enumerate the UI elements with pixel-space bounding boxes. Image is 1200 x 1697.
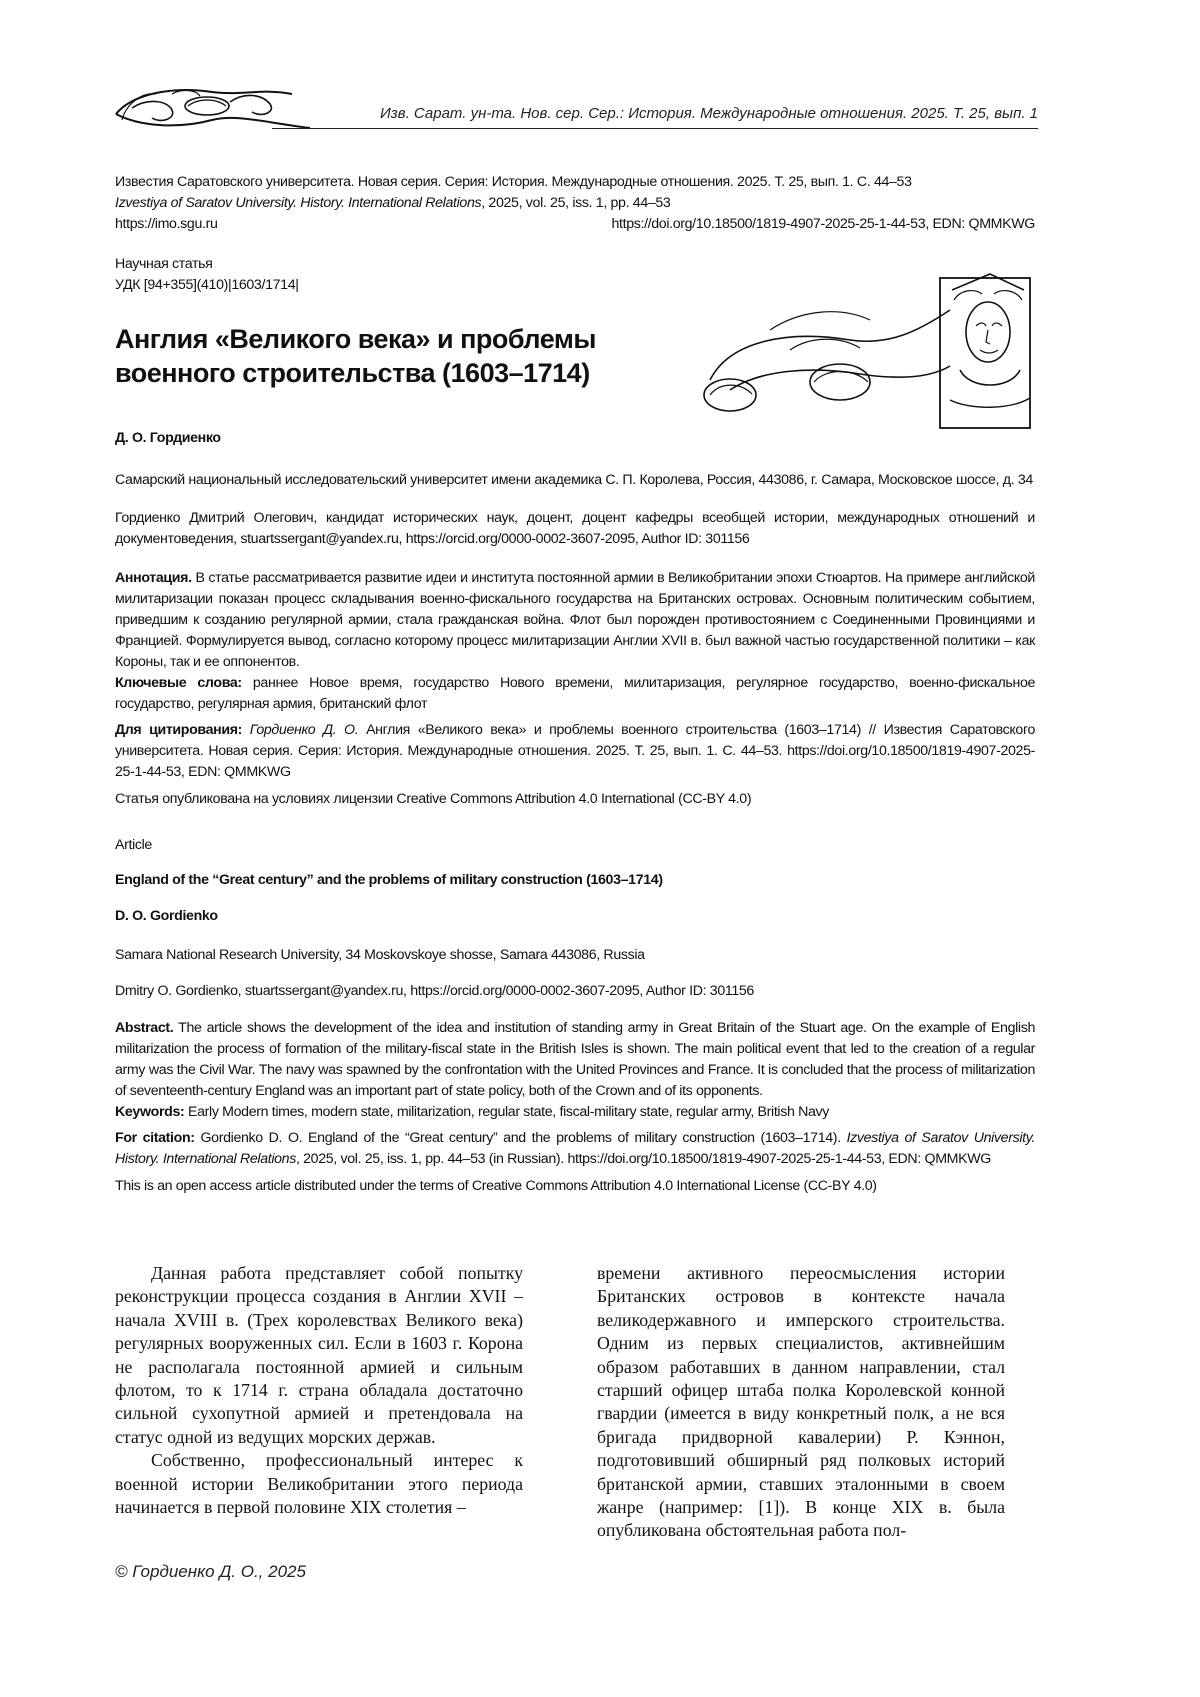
copyright-notice: © Гордиенко Д. О., 2025 — [115, 1562, 306, 1581]
article-type-en: Article — [115, 837, 152, 853]
keywords-en-text: Early Modern times, modern state, militarization, regular state, fiscal-military state, regular army, British Navy — [187, 1104, 830, 1120]
keywords-ru-text: раннее Новое время, государство Нового времени, милитаризация, регулярное государство, военно-фискальное государство, регулярная армия, британский флот — [115, 675, 1036, 712]
keywords-ru — [115, 673, 1035, 715]
body-column-left — [115, 1262, 523, 1519]
cite-en-text-after: , 2025, vol. 25, iss. 1, pp. 44–53 (in Russian). https://doi.org/10.18500/1819-4907-2025-25-1-44-53, EDN: QMMKWG — [295, 1151, 991, 1167]
abstract-en — [115, 1018, 1035, 1102]
author-info-en-block — [115, 981, 1035, 1002]
cite-ru-label: Для цитирования: — [115, 722, 243, 738]
title-en-block — [115, 870, 1035, 891]
citation-line-en — [115, 193, 1035, 214]
affiliation-ru-block — [115, 470, 1035, 491]
article-type-ru: Научная статья — [115, 256, 213, 272]
abstract-ru — [115, 568, 1035, 673]
keywords-ru-label: Ключевые слова: — [115, 675, 242, 691]
author-ru-block — [115, 428, 1035, 449]
affiliation-en: Samara National Research University, 34 Moskovskoye shosse, Samara 443086, Russia — [115, 947, 645, 963]
license-en: This is an open access article distributed under the terms of Creative Commons Attribution 4.0 International License (CC-BY 4.0) — [115, 1178, 877, 1194]
author-info-en: Dmitry O. Gordienko, stuartssergant@yandex.ru, https://orcid.org/0000-0002-3607-2095, Author ID: 301156 — [115, 983, 754, 999]
author-info-ru-block — [115, 508, 1035, 550]
keywords-en-label: Keywords: — [115, 1104, 185, 1120]
citation-line-ru: Известия Саратовского университета. Новая серия. Серия: История. Международные отношения. 2025. Т. 25, вып. 1. С. 44–53 — [115, 174, 912, 190]
cite-ru — [115, 720, 1035, 783]
author-en-block — [115, 906, 1035, 927]
cite-ru-author: Гордиенко Д. О. — [249, 722, 359, 738]
decorative-bust-ornament — [690, 270, 1040, 430]
abstract-en-block — [115, 1018, 1035, 1197]
affiliation-ru: Самарский национальный исследовательский университет имени академика С. П. Королева, Россия, 443086, г. Самара, Московское шоссе, д. 34 — [115, 472, 1033, 488]
body-paragraph-continued: времени активного переосмысления истории Британских островов в контексте начала великодержавного и имперского строительства. Одним из первых специалистов, активнейшим образом работавших в данном направлении, стал старший офицер штаба полка Королевской конной гвардии (имеется в виду конкретный полк, а не вся бригада придворной кавалерии) Р. Кэннон, подготовивший обширный ряд полковых историй британской армии, ставших эталонными в своем жанре (например: [1]). В конце XIX в. была опубликована обстоятельная работа пол- — [597, 1263, 1005, 1541]
journal-site-link[interactable]: https://imo.sgu.ru — [115, 216, 218, 232]
author-info-ru: Гордиенко Дмитрий Олегович, кандидат исторических наук, доцент, доцент кафедры всеобщей истории, международных отношений и документоведения, stuartssergant@yandex.ru, https://orcid.org/0000-0002-3607-2095, Author ID: 301156 — [115, 510, 1035, 547]
affiliation-en-block — [115, 945, 1035, 966]
art-nouveau-header-ornament — [112, 84, 312, 132]
author-ru: Д. О. Гордиенко — [115, 430, 221, 446]
links-row — [115, 214, 1035, 235]
license-ru: Статья опубликована на условиях лицензии Creative Commons Attribution 4.0 International (CC-BY 4.0) — [115, 791, 752, 807]
cite-en-label: For citation: — [115, 1130, 195, 1146]
body-column-right — [597, 1262, 1005, 1543]
citation-header — [115, 172, 1035, 235]
journal-name-en: Izvestiya of Saratov University. History. International Relations — [115, 195, 482, 211]
cite-en-text-before: Gordienko D. O. England of the “Great century” and the problems of military construction (1603–1714). — [200, 1130, 841, 1146]
abstract-ru-text: В статье рассматривается развитие идеи и института постоянной армии в Великобритании эпохи Стюартов. На примере английской милитаризации показан процесс складывания военно-фискального государства на Британских островах. Основным политическим событием, приведшим к созданию регулярной армии, стала гражданская война. Флот был порожден противостоянием с Соединенными Провинциями и Францией. Формулируется вывод, согласно которому процесс милитаризации Англии XVII в. был важной частью государственной политики – как Короны, так и ее оппонентов. — [115, 570, 1035, 670]
running-title: Изв. Сарат. ун-та. Нов. сер. Сер.: История. Международные отношения. 2025. Т. 25, вып. 1 — [380, 105, 1038, 122]
journal-issue-en: , 2025, vol. 25, iss. 1, pp. 44–53 — [481, 195, 671, 211]
body-paragraph-1: Данная работа представляет собой попытку реконструкции процесса создания в Англии XVII – начала XVIII в. (Трех королевствах Великого века) регулярных вооруженных сил. Если в 1603 г. Корона не располагала постоянной армией и сильным флотом, то к 1714 г. страна обладала достаточно сильной сухопутной армией и претендовала на статус одной из ведущих морских держав. — [115, 1263, 523, 1447]
article-type-en-block — [115, 835, 1035, 856]
running-header — [112, 84, 1038, 132]
abstract-en-text: The article shows the development of the idea and institution of standing army in Great Britain of the Stuart age. On the example of English militarization the process of formation of the military-fiscal state in the British Isles is shown. The main political event that led to the creation of a regular army was the Civil War. The navy was spawned by the confrontation with the United Provinces and France. It is concluded that the process of militarization of seventeenth-century England was an important part of state policy, both of the Crown and of its opponents. — [115, 1020, 1036, 1099]
header-rule — [272, 128, 1038, 129]
doi-link[interactable]: https://doi.org/10.18500/1819-4907-2025-25-1-44-53, EDN: QMMKWG — [611, 216, 1035, 232]
cite-en — [115, 1128, 1035, 1170]
udc: УДК [94+355](410)|1603/1714| — [115, 277, 299, 293]
abstract-ru-label: Аннотация. — [115, 570, 192, 586]
keywords-en — [115, 1102, 1035, 1123]
abstract-en-label: Abstract. — [115, 1020, 174, 1036]
author-en: D. O. Gordienko — [115, 908, 218, 924]
abstract-ru-block — [115, 568, 1035, 810]
cite-en-journal: Izvestiya of Saratov University. History. International Relations — [115, 1130, 1036, 1167]
article-title-en: England of the “Great century” and the problems of military construction (1603–1714) — [115, 872, 663, 888]
cite-ru-text: Англия «Великого века» и проблемы военного строительства (1603–1714) // Известия Саратовского университета. Новая серия. Серия: История. Международные отношения. 2025. Т. 25, вып. 1. С. 44–53. https://doi.org/10.18500/1819-4907-2025-25-1-44-53, EDN: QMMKWG — [115, 722, 1035, 780]
article-title-ru: Англия «Великого века» и проблемы военного строительства (1603–1714) — [115, 324, 596, 388]
body-paragraph-2: Собственно, профессиональный интерес к военной истории Великобритании этого периода начинается в первой половине XIX столетия – — [115, 1450, 523, 1518]
